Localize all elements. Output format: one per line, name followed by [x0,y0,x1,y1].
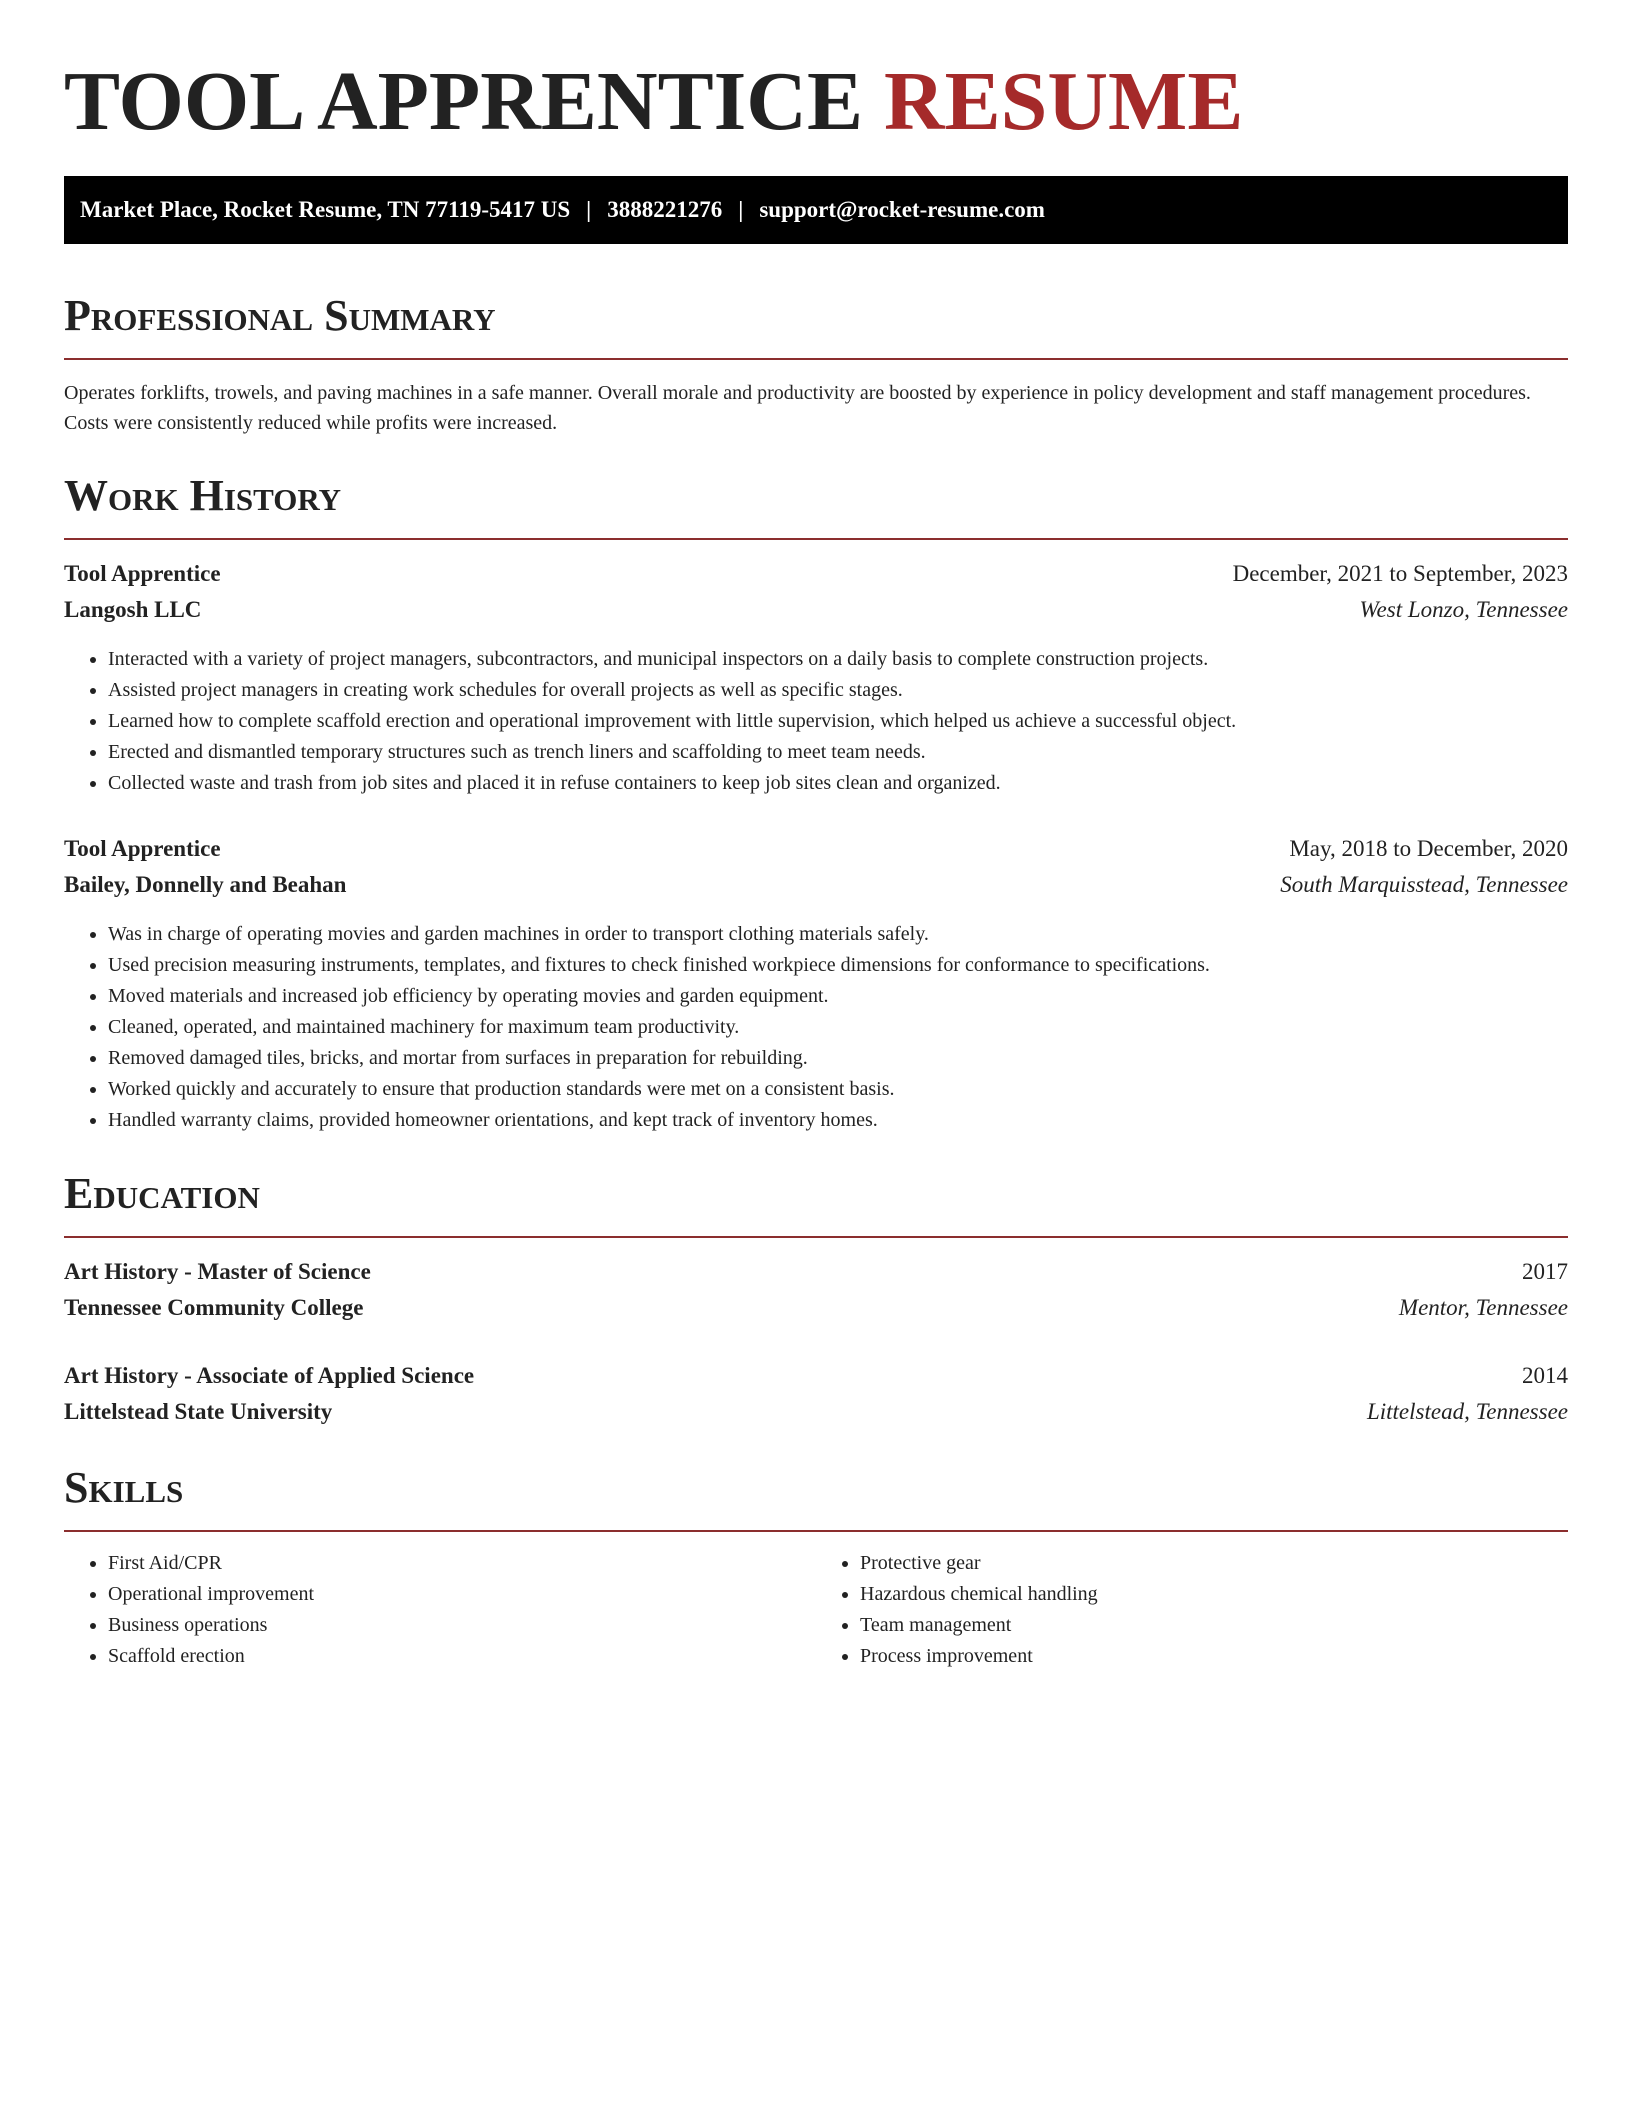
education-degree-row [64,1254,1568,1290]
education-entry [64,1358,1568,1430]
section-divider [64,358,1568,360]
list-item: • Collected waste and trash from job sites and placed it in refuse containers to keep job sites clean and organized. [108,768,1568,799]
work-history-heading: Work History [64,471,342,520]
skills-heading: Skills [64,1463,184,1512]
work-history-section [64,468,1568,1136]
summary-text: Operates forklifts, trowels, and paving machines in a safe manner. Overall morale and productivity are boosted by experience in policy development and staff management procedures. Costs were consistently reduced while profits were increased. [64,382,1531,434]
summary-section [64,288,1568,438]
job-company-row [64,867,1568,903]
list-item: • Interacted with a variety of project managers, subcontractors, and municipal inspectors on a daily basis to complete construction projects. [108,644,1568,675]
section-divider [64,1530,1568,1532]
contact-separator: | [738,197,744,222]
skill-item: • Operational improvement [108,1579,816,1610]
skills-column-right [816,1548,1568,1672]
contact-email: support@rocket-resume.com [759,197,1045,222]
job-company: Langosh LLC [64,597,202,622]
list-item: • Handled warranty claims, provided homeowner orientations, and kept track of inventory homes. [108,1105,1568,1136]
job-title: Tool Apprentice [64,561,221,586]
contact-bar [64,176,1568,244]
summary-heading: Professional Summary [64,291,496,340]
list-item: • Assisted project managers in creating work schedules for overall projects as well as specific stages. [108,675,1568,706]
list-item: • Moved materials and increased job efficiency by operating movies and garden equipment. [108,981,1568,1012]
resume-title [64,0,1568,152]
list-item: • Erected and dismantled temporary structures such as trench liners and scaffolding to meet team needs. [108,737,1568,768]
section-divider [64,1236,1568,1238]
section-divider [64,538,1568,540]
job-bullets [64,919,1568,1136]
education-heading: Education [64,1169,260,1218]
job-location: West Lonzo, Tennessee [1359,597,1568,622]
education-school: Littelstead State University [64,1399,333,1424]
list-item: • Used precision measuring instruments, templates, and fixtures to check finished workpiece dimensions for conformance to specifications. [108,950,1568,981]
skill-item: • Protective gear [860,1548,1568,1579]
list-item: • Removed damaged tiles, bricks, and mortar from surfaces in preparation for rebuilding. [108,1043,1568,1074]
skill-item: • Process improvement [860,1641,1568,1672]
education-school: Tennessee Community College [64,1295,364,1320]
education-degree-row [64,1358,1568,1394]
job-dates: May, 2018 to December, 2020 [1289,836,1568,861]
job-header-row [64,831,1568,867]
skills-grid [64,1548,1568,1672]
skill-item: • Scaffold erection [108,1641,816,1672]
list-item: • Worked quickly and accurately to ensure that production standards were met on a consistent basis. [108,1074,1568,1105]
job-dates: December, 2021 to September, 2023 [1232,561,1568,586]
education-entry [64,1254,1568,1326]
job-title: Tool Apprentice [64,836,221,861]
skill-item: • Team management [860,1610,1568,1641]
job-entry [64,831,1568,1136]
job-header-row [64,556,1568,592]
skill-item: • Hazardous chemical handling [860,1579,1568,1610]
skill-item: • First Aid/CPR [108,1548,816,1579]
contact-address: Market Place, Rocket Resume, TN 77119-5417 US [80,197,571,222]
education-location: Mentor, Tennessee [1398,1295,1568,1320]
education-year: 2014 [1522,1363,1568,1388]
education-school-row [64,1394,1568,1430]
list-item: • Was in charge of operating movies and garden machines in order to transport clothing materials safely. [108,919,1568,950]
job-company-row [64,592,1568,628]
skill-item: • Business operations [108,1610,816,1641]
list-item: • Cleaned, operated, and maintained machinery for maximum team productivity. [108,1012,1568,1043]
education-degree: Art History - Master of Science [64,1259,371,1284]
education-section [64,1166,1568,1430]
job-bullets [64,644,1568,799]
title-accent: RESUME [883,55,1244,148]
title-main: TOOL APPRENTICE [64,55,863,148]
job-company: Bailey, Donnelly and Beahan [64,872,347,897]
education-degree: Art History - Associate of Applied Science [64,1363,475,1388]
job-entry [64,556,1568,799]
contact-separator: | [586,197,592,222]
skills-section [64,1460,1568,1672]
education-year: 2017 [1522,1259,1568,1284]
skills-column-left [64,1548,816,1672]
list-item: • Learned how to complete scaffold erection and operational improvement with little supervision, which helped us achieve a successful object. [108,706,1568,737]
job-location: South Marquisstead, Tennessee [1280,872,1568,897]
education-location: Littelstead, Tennessee [1366,1399,1568,1424]
education-school-row [64,1290,1568,1326]
contact-phone: 3888221276 [607,197,723,222]
